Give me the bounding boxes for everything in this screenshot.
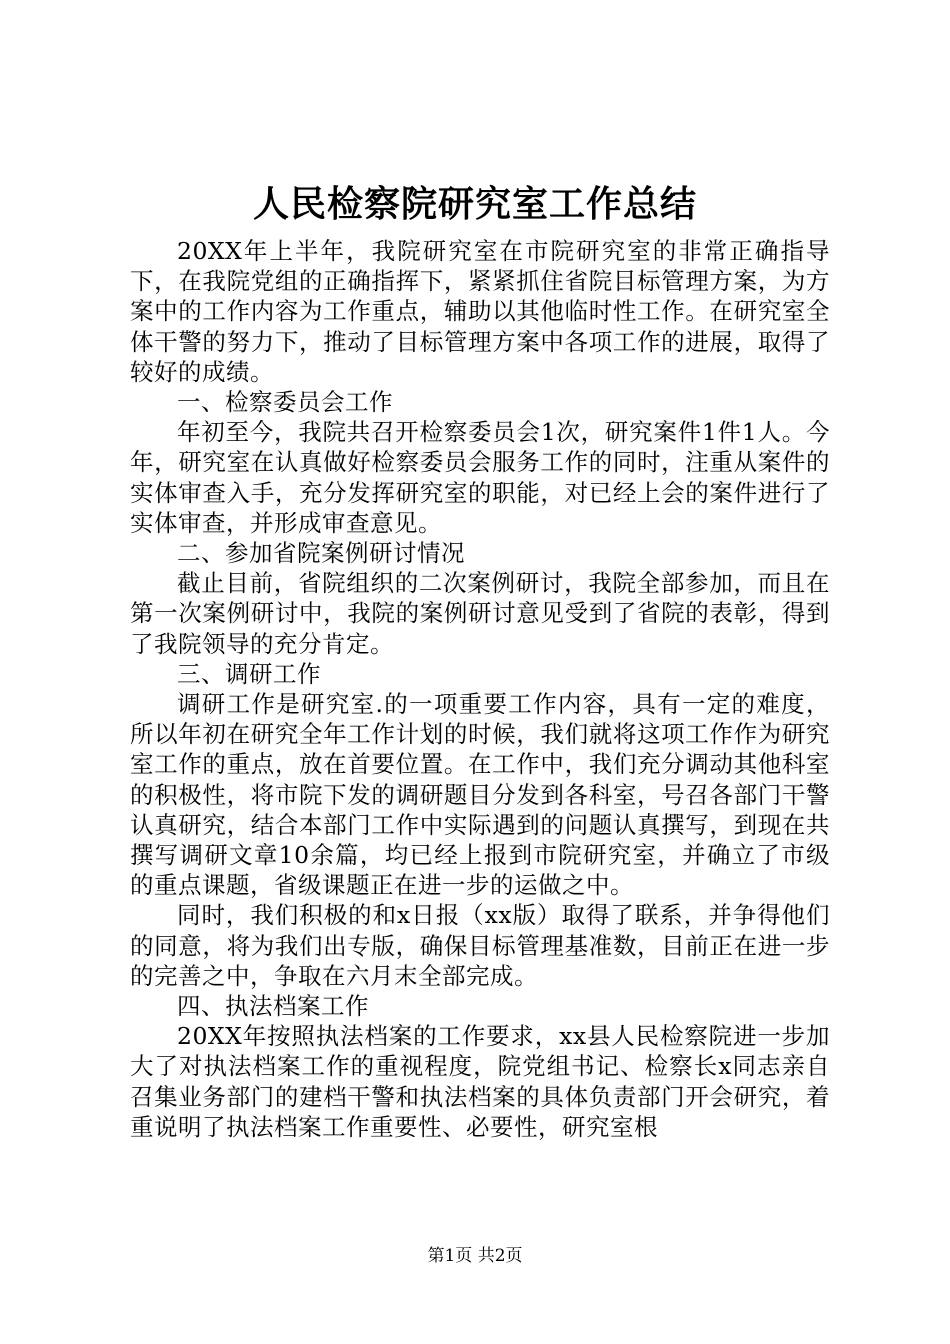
section-3-paragraph-2: 同时，我们积极的和x日报（xx版）取得了联系，并争得他们的同意，将为我们出专版，确保目标管理基准数，目前正在进一步的完善之中，争取在六月末全部完成。 <box>130 901 830 990</box>
section-heading-2: 二、参加省院案例研讨情况 <box>177 539 465 568</box>
section-1-paragraph: 年初至今，我院共召开检察委员会1次，研究案件1件1人。今年，研究室在认真做好检察委员会服务工作的同时，注重从案件的实体审查入手，充分发挥研究室的职能，对已经上会的案件进行了实体审查，并形成审查意见。 <box>130 418 830 537</box>
page-number-footer: 第1页 共2页 <box>427 1246 523 1266</box>
section-heading-4: 四、执法档案工作 <box>177 992 369 1021</box>
section-heading-1: 一、检察委员会工作 <box>177 388 393 417</box>
section-heading-3: 三、调研工作 <box>177 659 321 688</box>
document-body <box>130 236 830 1142</box>
section-3-paragraph-1: 调研工作是研究室.的一项重要工作内容，具有一定的难度，所以年初在研究全年工作计划的时候，我们就将这项工作作为研究室工作的重点，放在首要位置。在工作中，我们充分调动其他科室的积极性，将市院下发的调研题目分发到各科室，号召各部门干警认真研究，结合本部门工作中实际遇到的问题认真撰写，到现在共撰写调研文章10余篇，均已经上报到市院研究室，并确立了市级的重点课题，省级课题正在进一步的运做之中。 <box>130 690 830 900</box>
section-4-paragraph: 20XX年按照执法档案的工作要求，xx县人民检察院进一步加大了对执法档案工作的重视程度，院党组书记、检察长x同志亲自召集业务部门的建档干警和执法档案的具体负责部门开会研究，着重说明了执法档案工作重要性、必要性，研究室根 <box>130 1022 830 1141</box>
section-2-paragraph: 截止目前，省院组织的二次案例研讨，我院全部参加，而且在第一次案例研讨中，我院的案例研讨意见受到了省院的表彰，得到了我院领导的充分肯定。 <box>130 569 830 658</box>
document-title: 人民检察院研究室工作总结 <box>252 183 697 225</box>
intro-paragraph: 20XX年上半年，我院研究室在市院研究室的非常正确指导下，在我院党组的正确指挥下，紧紧抓住省院目标管理方案，为方案中的工作内容为工作重点，辅助以其他临时性工作。在研究室全体干警的努力下，推动了目标管理方案中各项工作的进展，取得了较好的成绩。 <box>130 237 830 386</box>
